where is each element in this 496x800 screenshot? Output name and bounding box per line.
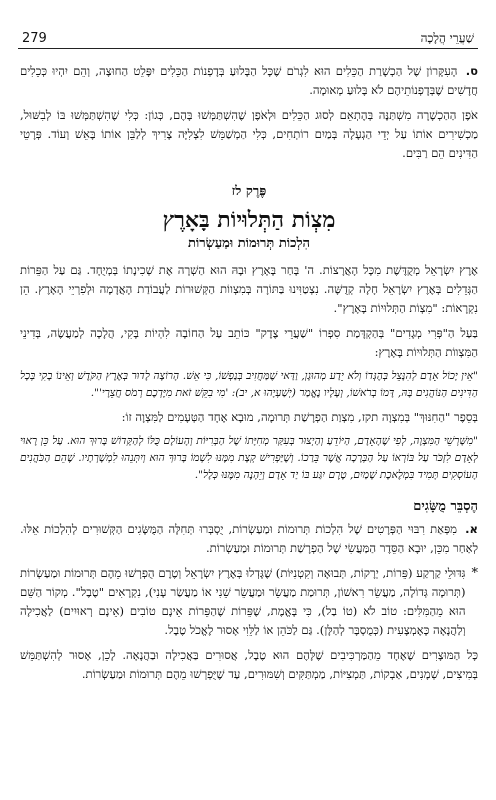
- running-head: שַׁעֲרֵי הֲלָכָה: [420, 31, 474, 45]
- page-content: [20, 62, 478, 690]
- paragraph-chinuch: בְּסֵפֶר "הַחִנּוּךְ" בְּמִצְוָה תקז, מִצְוַת הַפְרָשַׁת תְּרוּמָה, מוּבָא אֶחָד הַטְּעָמִים לַמִּצְוָה זוֹ:: [121, 410, 478, 424]
- paragraph-s-text: הָעִקָּרוֹן שֶׁל הַכְשָׁרַת הַכֵּלִים הוּא לִגְרֹם שֶׁכָּל הַבָּלוּעַ בְּדָפְנוֹת הַכֵּלִים יִפָּלֵט הַחוּצָה, וְהֵם יִהְיוּ כְּכֵלִים חֲדָשִׁים שֶׁבְּדָפְנוֹתֵיהֶם לֹא בָּלוּעַ מְאוּמָה.: [20, 64, 478, 97]
- paragraph-s-label: ס.: [465, 64, 478, 78]
- page-header: [22, 24, 474, 46]
- paragraph-kashering: אֹפֶן הַהַכְשָׁרָה מִשְׁתַּנֶּה בְּהֶתְאֵם לְסוּג הַכֵּלִים וּלְאֹפֶן שֶׁהִשְׁתַּמְּשׁוּ בָּהֶם, כְּגוֹן: כְּלִי שֶׁהִשְׁתַּמְּשׁוּ בּוֹ לְבִשּׁוּל, מַכְשִׁירִים אוֹתוֹ עַל יְדֵי הַגְעָלָה בְּמַיִם רוֹתְחִים, כְּלִי הַמְשַׁמֵּשׁ לִצְלִיָּה צָרִיךְ לְלַבֵּן אוֹתוֹ בָּאֵשׁ וְעוֹד. פְּרָטֵי הַדִּינִים הֵם רַבִּים.: [20, 108, 478, 160]
- quote-pri-megadim: "אֵין יָכוֹל אָדָם לְהִנָּצֵל בְּהֶגְּדוֹ וְלֹא יֵדַע מְהוּגָן, וַדַּאי שֶׁמַּחֲזִיב בְּנַפְשׁוֹ, כִּי אֵשׁ. הָרוֹצָה לָדוּר בְּאֶרֶץ הַקֹּדֶשׁ וְאֵינוֹ בָקִי בְּכָל הַדִּינִים הַנּוֹהֲגִים בָּהּ, דָּמוֹ בְרֹאשׁוֹ, וְעָלָיו נֶאֱמַר (יְשַׁעְיָהוּ א, יב): 'מִי בִקֵּשׁ זֹאת מִיֶּדְכֶם רְמֹס חֲצֵרָי'".: [20, 370, 478, 399]
- page-number: 279: [22, 31, 47, 46]
- paragraph-products: כָּל הַמּוּצָרִים שֶׁאֶחָד מֵהַמַּרְכִּיבִים שֶׁלָּהֶם הוּא טֶבֶל, אֲסוּרִים בַּאֲכִילָה וּבַהֲנָאָה. לָכֵן, אָסוּר לְהִשְׁתַּמֵּשׁ בְּמִיצִים, שְׁמָנִים, אַבְקוֹת, תַּמְצִיּוֹת, מַמְתַּקִּים וְשִׁמּוּרִים, עַד שֶׁיֻּפְרְשׁוּ מֵהֶם תְּרוּמוֹת וּמַעַשְׂרוֹת.: [20, 648, 478, 681]
- chapter-title: מִצְוֹת הַתְּלוּיוֹת בָּאָרֶץ: [162, 207, 336, 233]
- chapter-number: פֶּרֶק לז: [231, 184, 267, 199]
- paragraph-s: [20, 62, 478, 100]
- paragraph-tevel: גִּדּוּלֵי קַרְקַע (פֵּרוֹת, יְרָקוֹת, תְּבוּאָה וְקִטְנִיּוֹת) שֶׁגָּדְלוּ בְּאֶרֶץ יִשְׂרָאֵל וְטֶרֶם הֻפְרְשׁוּ מֵהֶם תְּרוּמוֹת וּמַעַשְׂרוֹת (תְּרוּמָה גְּדוֹלָה, מַעֲשֵׂר רִאשׁוֹן, תְּרוּמַת מַעֲשֵׂר וּמַעֲשֵׂר שֵׁנִי אוֹ מַעֲשַׂר עָנִי), נִקְרָאִים "טֶבֶל". מְקוֹר הַשֵּׁם הוּא מֵהַמִּלִּים: טוֹב לֹא (טוֹ בַל), כִּי בָּאֱמֶת, שֶׁפֵּרוֹת שֶׁהַפֵּרוֹת אֵינָם טוֹבִים (אֵינָם רְאוּיִים) לַאֲכִילָה וְלַהֲנָאָה כָּאֶמְצָעִית (כְּמֻסְבָּר לְהַלָּן). גַּם לַכֹּהֵן אוֹ לַלֵּוִי אָסוּר לֶאֱכֹל טֶבֶל.: [20, 566, 466, 637]
- paragraph-a-text: מִפְּאַת רִבּוּי הַפְּרָטִים שֶׁל הִלְכוֹת תְּרוּמוֹת וּמַעַשְׂרוֹת, יֻסְבְּרוּ תְּחִלָּה הַמֻּשָּׂגִים הַקְּשׁוּרִים לְהִלְכוֹת אֵלּוּ. לְאַחַר מִכֵּן, יוּבָא הַסֵּדֶר הַמַּעֲשִׂי שֶׁל הַפְרָשַׁת תְּרוּמוֹת וּמַעַשְׂרוֹת.: [20, 522, 478, 555]
- paragraph-eretz: אֶרֶץ יִשְׂרָאֵל מְקֻדֶּשֶׁת מִכָּל הָאֲרָצוֹת. ה' בָּחַר בָּאָרֶץ וּבָהּ הוּא הַשְׁרָה אֶת שְׁכִינָתוֹ בְּמְיֻחָד. גַּם עַל הַפֵּרוֹת הַגְּדֵלִים בְּאֶרֶץ יִשְׂרָאֵל חָלָה קְדֻשָּׁה. נִצְטַוִּינוּ בַּתּוֹרָה בְּמִצְווֹת הַקְּשׁוּרוֹת לַעֲבוֹדַת הָאֲדָמָה וּלְפִרְיֵי הָאָרֶץ. הֵן נִקְרָאוֹת: "מִצְוֹת הַתְּלוּיוֹת בָּאָרֶץ".: [20, 263, 478, 315]
- header-rule: [18, 48, 478, 49]
- paragraph-pri-megadim: בַּעַל הַ"פְּרִי מְגָדִים" בְּהַקְדָּמַת סִפְרוֹ "שַׁעֲרֵי צֶדֶק" כּוֹתֵב עַל הַחוֹבָה לִהְיוֹת בָּקִי, הֲלָכָה לְמַעֲשֶׂה, בְּדִינֵי הַמִּצְווֹת הַתְּלוּיוֹת בָּאָרֶץ:: [20, 326, 478, 359]
- quote-chinuch: "מִשָּׁרְשֵׁי הַמִּצְוָה, לְפִי שֶׁהָאָדָם, הַיּוֹדֵעַ וְהַיְצוּר בְּעִקַּר מְחִיָּתוֹ שֶׁל הַבְּרִיּוֹת וְהָעוֹלָם כֻּלּוֹ לְהַקָּדוֹשׁ בָּרוּךְ הוּא. עַל כֵּן רָאוּי לְאָדָם לִזְכֹּר עַל בּוֹרְאוֹ עַל הַבְּרָכָה אֲשֶׁר בֵּרַכוֹ. וְשֶׁיַּפְרִישׁ קְצָת מִמֶּנּוּ לִשְׁמוֹ בָּרוּךְ הוּא וְיִתְּנֵהוּ לִמְשָׁרְתָיו. שֶׁהֵם הַכֹּהֲנִים הָעוֹסְקִים תָּמִיד בִּמְלֶאכֶת שָׁמַיִם, טֶרֶם יִגַּע בּוֹ יַד אָדָם וְיֵהָנֶה מִמֶּנּוּ כְּלָל".: [20, 435, 478, 481]
- asterisk-marker: *: [471, 566, 478, 581]
- chapter-subtitle: הִלְכוֹת תְּרוּמוֹת וּמַעַשְׂרוֹת: [187, 236, 311, 251]
- paragraph-a-label: א.: [465, 522, 479, 536]
- definition-tevel: [20, 564, 478, 646]
- section-heading: הֶסְבֵּר מֻשָּׂגִים: [413, 499, 478, 514]
- paragraph-a: [20, 520, 478, 558]
